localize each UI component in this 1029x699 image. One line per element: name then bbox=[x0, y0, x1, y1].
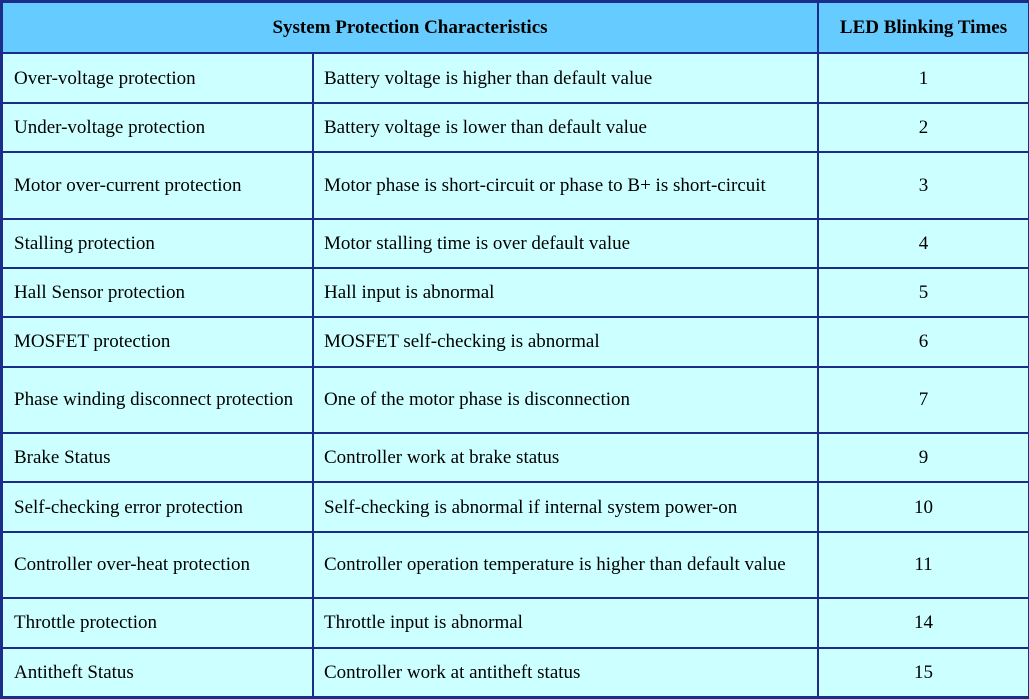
protection-description: Controller operation temperature is higher than default value bbox=[313, 532, 818, 598]
blinking-times: 1 bbox=[818, 53, 1029, 102]
protection-name: MOSFET protection bbox=[2, 317, 313, 366]
protection-description: Controller work at brake status bbox=[313, 433, 818, 482]
table-row bbox=[2, 152, 1029, 218]
table-row bbox=[2, 103, 1029, 152]
protection-description: Motor stalling time is over default value bbox=[313, 219, 818, 268]
header-blinking-times: LED Blinking Times bbox=[818, 2, 1029, 53]
protection-name: Stalling protection bbox=[2, 219, 313, 268]
header-characteristics: System Protection Characteristics bbox=[2, 2, 818, 53]
protection-description: MOSFET self-checking is abnormal bbox=[313, 317, 818, 366]
blinking-times: 15 bbox=[818, 648, 1029, 697]
protection-name: Phase winding disconnect protection bbox=[2, 367, 313, 433]
protection-description: Battery voltage is lower than default value bbox=[313, 103, 818, 152]
protection-description: Hall input is abnormal bbox=[313, 268, 818, 317]
table-row bbox=[2, 53, 1029, 102]
table-row bbox=[2, 648, 1029, 697]
table-row bbox=[2, 367, 1029, 433]
protection-description: Throttle input is abnormal bbox=[313, 598, 818, 647]
table-header-row bbox=[2, 2, 1029, 53]
protection-name: Over-voltage protection bbox=[2, 53, 313, 102]
blinking-times: 10 bbox=[818, 482, 1029, 531]
table-row bbox=[2, 268, 1029, 317]
protection-description: Motor phase is short-circuit or phase to B+ is short-circuit bbox=[313, 152, 818, 218]
protection-name: Throttle protection bbox=[2, 598, 313, 647]
protection-name: Brake Status bbox=[2, 433, 313, 482]
protection-description: One of the motor phase is disconnection bbox=[313, 367, 818, 433]
table-row bbox=[2, 532, 1029, 598]
protection-name: Self-checking error protection bbox=[2, 482, 313, 531]
protection-name: Controller over-heat protection bbox=[2, 532, 313, 598]
protection-table bbox=[1, 1, 1029, 698]
protection-description: Controller work at antitheft status bbox=[313, 648, 818, 697]
table-row bbox=[2, 219, 1029, 268]
table-row bbox=[2, 433, 1029, 482]
protection-name: Antitheft Status bbox=[2, 648, 313, 697]
protection-name: Hall Sensor protection bbox=[2, 268, 313, 317]
blinking-times: 14 bbox=[818, 598, 1029, 647]
blinking-times: 11 bbox=[818, 532, 1029, 598]
blinking-times: 3 bbox=[818, 152, 1029, 218]
protection-name: Motor over-current protection bbox=[2, 152, 313, 218]
blinking-times: 9 bbox=[818, 433, 1029, 482]
table-row bbox=[2, 317, 1029, 366]
protection-name: Under-voltage protection bbox=[2, 103, 313, 152]
table-row bbox=[2, 482, 1029, 531]
protection-description: Battery voltage is higher than default value bbox=[313, 53, 818, 102]
protection-description: Self-checking is abnormal if internal system power-on bbox=[313, 482, 818, 531]
table-row bbox=[2, 598, 1029, 647]
blinking-times: 4 bbox=[818, 219, 1029, 268]
blinking-times: 7 bbox=[818, 367, 1029, 433]
blinking-times: 5 bbox=[818, 268, 1029, 317]
blinking-times: 6 bbox=[818, 317, 1029, 366]
blinking-times: 2 bbox=[818, 103, 1029, 152]
